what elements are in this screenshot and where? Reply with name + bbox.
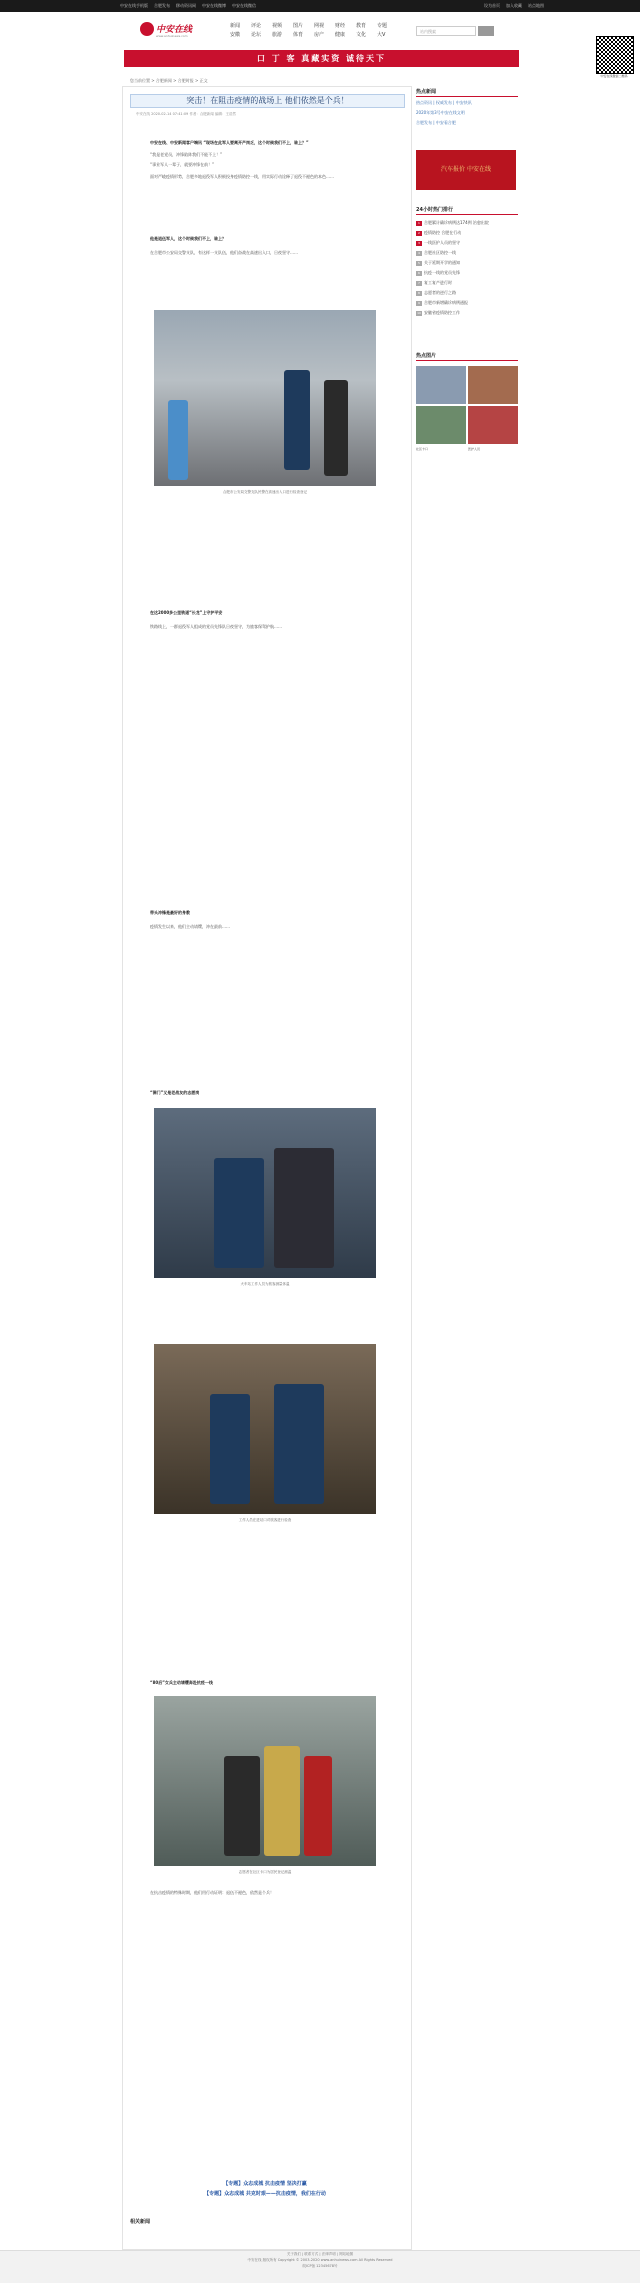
article-paragraph: 面对严峻疫情形势，合肥多地退役军人积极投身疫情防控一线，用实际行动诠释了退役不褪色的本色…… xyxy=(150,174,334,179)
article-title: 突击！在阻击疫情的战场上 他们依然是个兵！ xyxy=(130,94,405,108)
main-nav xyxy=(230,22,395,38)
search-button[interactable] xyxy=(478,26,494,36)
favorite-link[interactable]: 加入收藏 xyxy=(506,3,522,8)
header xyxy=(120,18,520,46)
footer-icp: 皖ICP备 12345678号 xyxy=(302,2264,338,2268)
qr-code-icon xyxy=(596,36,634,74)
rank-item[interactable]: 10 安徽省疫情防控工作 xyxy=(417,310,460,315)
topic-link[interactable]: 【专题】众志成城 抗击疫情 坚决打赢 xyxy=(223,2181,307,2187)
rank-item[interactable]: 3 一线医护人员的坚守 xyxy=(416,240,518,246)
nav-item[interactable]: 房产 xyxy=(314,32,325,38)
footer-links[interactable]: 关于我们 | 联系方式 | 法律声明 | 网站地图 xyxy=(286,2252,354,2256)
nav-item[interactable]: 视频 xyxy=(272,23,283,29)
person-figure xyxy=(324,380,348,476)
top-link[interactable]: 合肥发布 xyxy=(154,3,170,8)
related-news-heading: 相关新闻 xyxy=(130,2219,151,2225)
photo-thumbnails xyxy=(416,366,518,451)
logo-mark-icon xyxy=(140,22,154,36)
article-subheading: 带头冲锋是最好的身教 xyxy=(150,910,190,915)
sidebar-link[interactable]: 热点资讯 | 权威发布 | 中安快讯 xyxy=(416,100,472,105)
breadcrumb[interactable]: 您当前位置 > 合肥新闻 > 合肥时报 > 正文 xyxy=(130,78,208,83)
nav-item[interactable]: 安徽 xyxy=(230,32,241,38)
officer-figure xyxy=(210,1394,250,1504)
thumbnail[interactable]: 医护人员 xyxy=(468,406,518,444)
nav-item[interactable]: 教育 xyxy=(356,23,367,29)
photo-caption: 火车站工作人员为旅客测量体温 xyxy=(240,1282,290,1286)
footer-copyright: 中安在线 版权所有 Copyright © 2003-2020 www.anhuinews.com All Rights Reserved xyxy=(247,2258,393,2262)
top-bar xyxy=(0,0,640,12)
rank-item[interactable]: 7 复工复产进行时 xyxy=(416,280,518,286)
photo-caption: 志愿者在社区卡口为居民登记测温 xyxy=(238,1870,292,1874)
officer-figure xyxy=(274,1384,324,1504)
rank-item[interactable]: 8 志愿者的逆行之路 xyxy=(416,290,518,296)
article-paragraph: 铁路线上，一群退役军人组成的党员先锋队日夜坚守，为旅客保驾护航…… xyxy=(150,624,282,629)
nav-item[interactable]: 评论 xyxy=(251,23,262,29)
nav-item[interactable]: 文化 xyxy=(356,32,367,38)
article-photo-4 xyxy=(154,1696,376,1866)
nav-item[interactable]: 图片 xyxy=(293,23,304,29)
article-paragraph: “事业军人一辈子，就要冲锋在前！” xyxy=(150,162,215,167)
nav-item[interactable]: 财经 xyxy=(335,23,346,29)
sidebar-ad[interactable]: 汽车报价 中安在线 xyxy=(416,150,516,190)
officer-figure xyxy=(214,1158,264,1268)
top-link[interactable]: 中安在线手机版 xyxy=(120,3,148,8)
sitemap-link[interactable]: 站点地图 xyxy=(528,3,544,8)
thumbnail[interactable] xyxy=(468,366,518,404)
officer-figure xyxy=(274,1148,334,1268)
rank-item[interactable]: 4 合肥社区防控一线 xyxy=(416,250,518,256)
nav-item[interactable]: 网视 xyxy=(314,23,325,29)
ad-banner[interactable]: 口 丁 客 真藏实资 诚待天下 xyxy=(124,50,519,67)
search-input[interactable]: 站内搜索 xyxy=(416,26,476,36)
sidebar-title: 热点新闻 xyxy=(416,88,518,97)
rank-item[interactable]: 9 合肥市新增确诊病例通报 xyxy=(416,300,518,306)
nav-item[interactable]: 健康 xyxy=(335,32,346,38)
qr-caption: 中安在线微信二维码 xyxy=(600,74,628,78)
article-subheading: 在这2000多公里铁道“长龙”上守护平安 xyxy=(150,610,223,615)
article-meta: 中安在线 2020-02-14 07:41:09 作者：合肥新闻 编辑：王浩然 xyxy=(136,112,237,116)
nav-item[interactable]: 旅游 xyxy=(272,32,283,38)
sidebar-title: 热点图片 xyxy=(416,352,518,361)
rank-item[interactable]: 2 疫情防控 合肥在行动 xyxy=(416,230,518,236)
nav-item[interactable]: 新闻 xyxy=(230,23,241,29)
top-link[interactable]: 中安在线微博 xyxy=(202,3,226,8)
logo-text: 中安在线 xyxy=(156,25,193,35)
topic-link[interactable]: 【专题】众志成城 共克时艰——抗击疫情，我们在行动 xyxy=(204,2191,326,2197)
logo-url: www.anhuinews.com xyxy=(156,34,188,38)
set-homepage-link[interactable]: 设为首页 xyxy=(484,3,500,8)
nav-item[interactable]: 专题 xyxy=(377,23,388,29)
top-link[interactable]: 中安在线微信 xyxy=(232,3,256,8)
top-links xyxy=(120,0,256,12)
volunteer-figure xyxy=(264,1746,300,1856)
volunteer-figure xyxy=(304,1756,332,1856)
article-photo-1 xyxy=(154,310,376,486)
thumbnail[interactable] xyxy=(416,366,466,404)
rank-item[interactable]: 6 抗疫一线的党员先锋 xyxy=(416,270,518,276)
nav-item[interactable]: 体育 xyxy=(293,32,304,38)
sidebar-link[interactable]: 2020年第3号中安在线文明 xyxy=(416,110,465,115)
thumbnail[interactable]: 社区卡口 xyxy=(416,406,466,444)
sidebar-title: 24小时热门排行 xyxy=(416,206,518,215)
article-paragraph: 在抗击疫情的特殊时期，他们用行动证明：退伍不褪色，依然是个兵！ xyxy=(150,1890,274,1895)
site-logo[interactable] xyxy=(140,22,200,42)
article-subheading: “满门”又是老战友的志愿岗 xyxy=(150,1090,200,1095)
rank-item[interactable]: 1 合肥累计确诊病例达174例 治愈出院 xyxy=(416,220,518,226)
nav-item[interactable]: 大V xyxy=(377,32,386,38)
top-right-links xyxy=(484,0,544,12)
photo-caption: 合肥市公安局交警支队民警在高速出入口进行检查登记 xyxy=(223,490,307,494)
person-figure xyxy=(224,1756,260,1856)
top-link[interactable]: 移动资讯网 xyxy=(176,3,196,8)
photo-caption: 工作人员在进站口对旅客进行检查 xyxy=(238,1518,292,1522)
officer-figure xyxy=(284,370,310,470)
sidebar-link[interactable]: 合肥发布 | 中安看合肥 xyxy=(416,120,456,125)
article-subheading: “80后”女兵主动请缨奔赴抗疫一线 xyxy=(150,1680,213,1685)
nav-item[interactable]: 论坛 xyxy=(251,32,262,38)
article-photo-2 xyxy=(154,1108,376,1278)
article-paragraph: 疫情发生以来，他们主动请缨，冲在最前…… xyxy=(150,924,230,929)
article-subheading: 他是退伍军人，这个时候我们不上，谁上？ xyxy=(150,236,226,241)
footer xyxy=(0,2250,640,2283)
article-paragraph: 中安在线、中安新闻客户端讯 “现场在此军人要离开产岗乏，这个时候我们不上，谁上？” xyxy=(150,140,309,145)
rank-item[interactable]: 5 关于延期开学的通知 xyxy=(416,260,518,266)
article-paragraph: 在合肥市公安局交警支队，有这样一支队伍，他们奋战在高速出入口，日夜坚守…… xyxy=(150,250,298,255)
medic-figure xyxy=(168,400,188,480)
article-photo-3 xyxy=(154,1344,376,1514)
article-paragraph: “我是老党员，冲锋陷阵我们不能不上！” xyxy=(150,152,223,157)
